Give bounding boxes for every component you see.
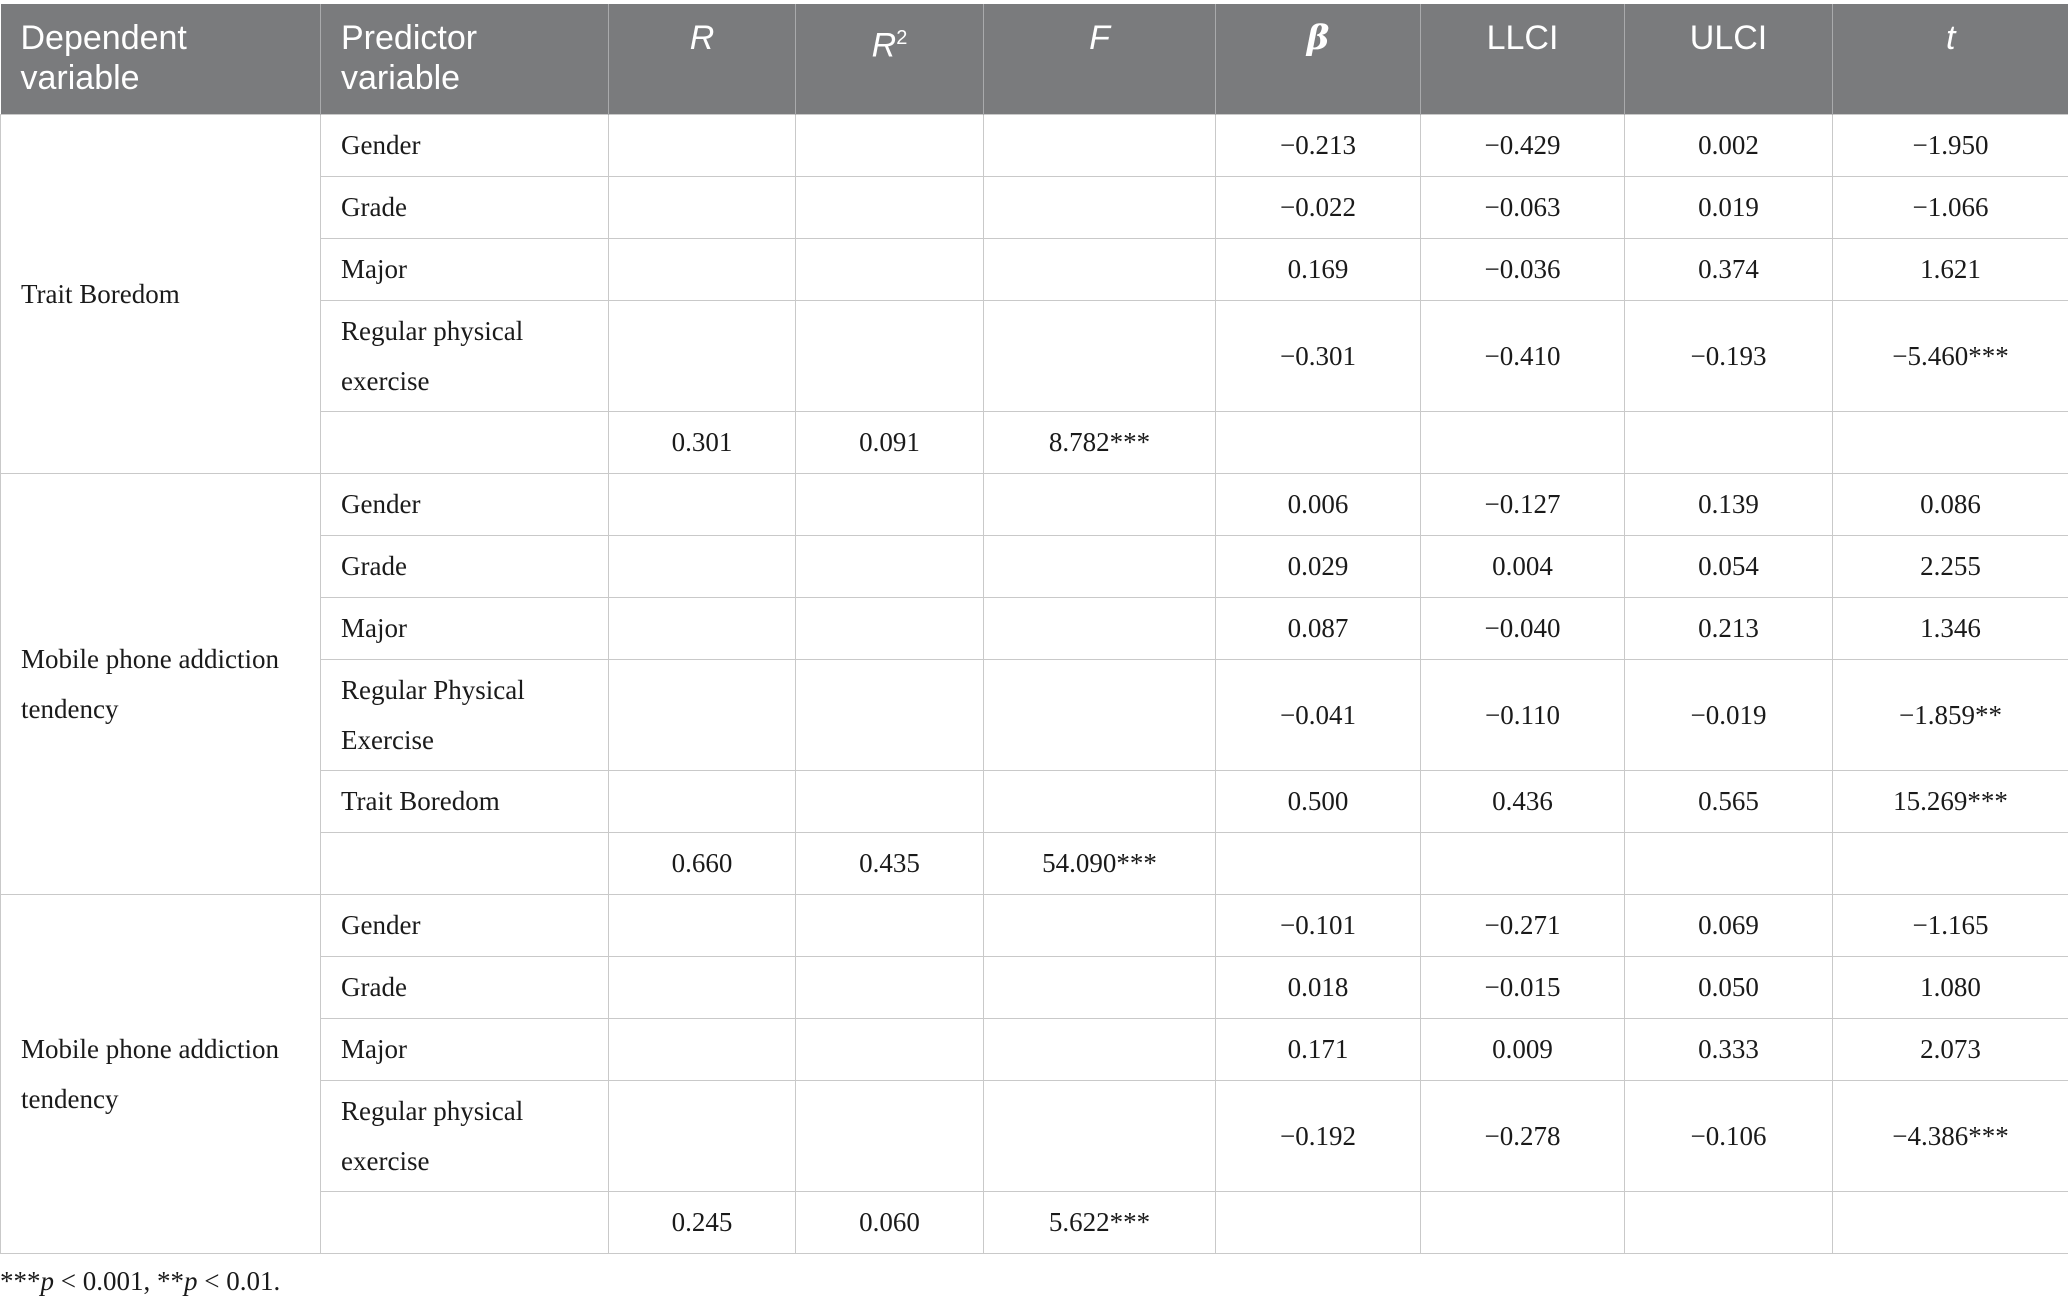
f-cell: 8.782*** bbox=[984, 411, 1216, 473]
predictor-cell: Major bbox=[321, 1018, 609, 1080]
ulci-cell: 0.050 bbox=[1625, 956, 1833, 1018]
f-cell bbox=[984, 1080, 1216, 1191]
beta-cell: 0.029 bbox=[1216, 535, 1421, 597]
ulci-cell: 0.333 bbox=[1625, 1018, 1833, 1080]
r-squared-cell bbox=[796, 956, 984, 1018]
llci-cell bbox=[1421, 1191, 1625, 1253]
llci-cell: 0.004 bbox=[1421, 535, 1625, 597]
r-cell bbox=[609, 535, 796, 597]
llci-cell bbox=[1421, 411, 1625, 473]
predictor-cell: Major bbox=[321, 238, 609, 300]
r-squared-cell bbox=[796, 300, 984, 411]
r-cell: 0.301 bbox=[609, 411, 796, 473]
header-llci: LLCI bbox=[1421, 4, 1625, 114]
beta-cell: 0.169 bbox=[1216, 238, 1421, 300]
predictor-cell: Regular physical exercise bbox=[321, 300, 609, 411]
r-squared-cell bbox=[796, 597, 984, 659]
llci-cell bbox=[1421, 832, 1625, 894]
header-predictor-variable: Predictor variable bbox=[321, 4, 609, 114]
ulci-cell: 0.019 bbox=[1625, 176, 1833, 238]
r-squared-cell bbox=[796, 1080, 984, 1191]
predictor-cell: Grade bbox=[321, 956, 609, 1018]
t-cell: 1.080 bbox=[1833, 956, 2068, 1018]
ulci-cell bbox=[1625, 411, 1833, 473]
r-cell bbox=[609, 176, 796, 238]
r-cell bbox=[609, 1018, 796, 1080]
table-body bbox=[1, 114, 2068, 1253]
llci-cell: −0.015 bbox=[1421, 956, 1625, 1018]
r-cell bbox=[609, 1080, 796, 1191]
predictor-cell: Grade bbox=[321, 176, 609, 238]
f-cell bbox=[984, 1018, 1216, 1080]
ulci-cell bbox=[1625, 832, 1833, 894]
beta-cell bbox=[1216, 1191, 1421, 1253]
llci-cell: −0.036 bbox=[1421, 238, 1625, 300]
t-cell: −5.460*** bbox=[1833, 300, 2068, 411]
t-cell: −1.859** bbox=[1833, 659, 2068, 770]
ulci-cell: 0.054 bbox=[1625, 535, 1833, 597]
regression-table bbox=[0, 4, 2068, 1254]
t-cell bbox=[1833, 1191, 2068, 1253]
llci-cell: −0.278 bbox=[1421, 1080, 1625, 1191]
table-row bbox=[1, 114, 2068, 176]
predictor-cell: Trait Boredom bbox=[321, 770, 609, 832]
ulci-cell: 0.069 bbox=[1625, 894, 1833, 956]
f-cell bbox=[984, 473, 1216, 535]
t-cell: 1.621 bbox=[1833, 238, 2068, 300]
f-cell bbox=[984, 956, 1216, 1018]
beta-cell: 0.171 bbox=[1216, 1018, 1421, 1080]
predictor-cell: Gender bbox=[321, 894, 609, 956]
beta-cell bbox=[1216, 411, 1421, 473]
header-f: F bbox=[984, 4, 1216, 114]
r-squared-cell bbox=[796, 238, 984, 300]
ulci-cell: 0.374 bbox=[1625, 238, 1833, 300]
r-squared-cell bbox=[796, 176, 984, 238]
ulci-cell: 0.565 bbox=[1625, 770, 1833, 832]
r-squared-cell bbox=[796, 114, 984, 176]
r-squared-cell bbox=[796, 1018, 984, 1080]
predictor-cell: Grade bbox=[321, 535, 609, 597]
t-cell: 15.269*** bbox=[1833, 770, 2068, 832]
r-cell: 0.660 bbox=[609, 832, 796, 894]
r-squared-cell bbox=[796, 770, 984, 832]
table-row bbox=[1, 473, 2068, 535]
llci-cell: −0.040 bbox=[1421, 597, 1625, 659]
dependent-variable-cell: Trait Boredom bbox=[1, 114, 321, 473]
predictor-cell: Gender bbox=[321, 114, 609, 176]
predictor-cell bbox=[321, 411, 609, 473]
beta-cell: −0.213 bbox=[1216, 114, 1421, 176]
ulci-cell: 0.002 bbox=[1625, 114, 1833, 176]
llci-cell: −0.271 bbox=[1421, 894, 1625, 956]
dependent-variable-cell: Mobile phone addiction tendency bbox=[1, 473, 321, 894]
f-cell bbox=[984, 238, 1216, 300]
llci-cell: 0.436 bbox=[1421, 770, 1625, 832]
header-r-squared: $R^2$ bbox=[796, 4, 984, 114]
table-footnote: ***p < 0.001, **p < 0.01. bbox=[0, 1266, 281, 1296]
r-cell bbox=[609, 238, 796, 300]
header-r: R bbox=[609, 4, 796, 114]
r-cell bbox=[609, 300, 796, 411]
ulci-cell: 0.139 bbox=[1625, 473, 1833, 535]
table-row bbox=[1, 894, 2068, 956]
ulci-cell bbox=[1625, 1191, 1833, 1253]
r-squared-cell: 0.060 bbox=[796, 1191, 984, 1253]
t-cell: 1.346 bbox=[1833, 597, 2068, 659]
r-cell bbox=[609, 770, 796, 832]
f-cell: 5.622*** bbox=[984, 1191, 1216, 1253]
predictor-cell: Regular Physical Exercise bbox=[321, 659, 609, 770]
f-cell bbox=[984, 114, 1216, 176]
beta-cell: −0.022 bbox=[1216, 176, 1421, 238]
beta-cell: −0.192 bbox=[1216, 1080, 1421, 1191]
f-cell bbox=[984, 894, 1216, 956]
header-dependent-variable: Dependent variable bbox=[1, 4, 321, 114]
t-cell: −1.165 bbox=[1833, 894, 2068, 956]
ulci-cell: −0.019 bbox=[1625, 659, 1833, 770]
beta-cell bbox=[1216, 832, 1421, 894]
beta-cell: −0.101 bbox=[1216, 894, 1421, 956]
f-cell bbox=[984, 659, 1216, 770]
llci-cell: −0.429 bbox=[1421, 114, 1625, 176]
f-cell bbox=[984, 535, 1216, 597]
r-squared-cell bbox=[796, 659, 984, 770]
r-cell: 0.245 bbox=[609, 1191, 796, 1253]
header-ulci: ULCI bbox=[1625, 4, 1833, 114]
r-cell bbox=[609, 894, 796, 956]
t-cell: 0.086 bbox=[1833, 473, 2068, 535]
llci-cell: −0.127 bbox=[1421, 473, 1625, 535]
f-cell bbox=[984, 770, 1216, 832]
predictor-cell bbox=[321, 1191, 609, 1253]
predictor-cell: Major bbox=[321, 597, 609, 659]
predictor-cell bbox=[321, 832, 609, 894]
r-squared-cell bbox=[796, 535, 984, 597]
r-cell bbox=[609, 597, 796, 659]
llci-cell: 0.009 bbox=[1421, 1018, 1625, 1080]
r-squared-cell: 0.435 bbox=[796, 832, 984, 894]
beta-cell: −0.301 bbox=[1216, 300, 1421, 411]
predictor-cell: Gender bbox=[321, 473, 609, 535]
beta-cell: 0.500 bbox=[1216, 770, 1421, 832]
r-cell bbox=[609, 114, 796, 176]
t-cell: −1.066 bbox=[1833, 176, 2068, 238]
r-cell bbox=[609, 956, 796, 1018]
r-squared-cell bbox=[796, 473, 984, 535]
beta-cell: −0.041 bbox=[1216, 659, 1421, 770]
predictor-cell: Regular physical exercise bbox=[321, 1080, 609, 1191]
ulci-cell: −0.193 bbox=[1625, 300, 1833, 411]
t-cell bbox=[1833, 411, 2068, 473]
header-beta: β bbox=[1216, 4, 1421, 114]
t-cell: 2.073 bbox=[1833, 1018, 2068, 1080]
llci-cell: −0.410 bbox=[1421, 300, 1625, 411]
t-cell: −1.950 bbox=[1833, 114, 2068, 176]
ulci-cell: −0.106 bbox=[1625, 1080, 1833, 1191]
t-cell: −4.386*** bbox=[1833, 1080, 2068, 1191]
llci-cell: −0.110 bbox=[1421, 659, 1625, 770]
table-header bbox=[1, 4, 2068, 114]
r-cell bbox=[609, 473, 796, 535]
llci-cell: −0.063 bbox=[1421, 176, 1625, 238]
beta-cell: 0.018 bbox=[1216, 956, 1421, 1018]
t-cell bbox=[1833, 832, 2068, 894]
r-squared-cell: 0.091 bbox=[796, 411, 984, 473]
f-cell: 54.090*** bbox=[984, 832, 1216, 894]
beta-cell: 0.087 bbox=[1216, 597, 1421, 659]
t-cell: 2.255 bbox=[1833, 535, 2068, 597]
r-cell bbox=[609, 659, 796, 770]
ulci-cell: 0.213 bbox=[1625, 597, 1833, 659]
r-squared-cell bbox=[796, 894, 984, 956]
dependent-variable-cell: Mobile phone addiction tendency bbox=[1, 894, 321, 1253]
f-cell bbox=[984, 176, 1216, 238]
f-cell bbox=[984, 597, 1216, 659]
f-cell bbox=[984, 300, 1216, 411]
beta-cell: 0.006 bbox=[1216, 473, 1421, 535]
header-t: t bbox=[1833, 4, 2068, 114]
